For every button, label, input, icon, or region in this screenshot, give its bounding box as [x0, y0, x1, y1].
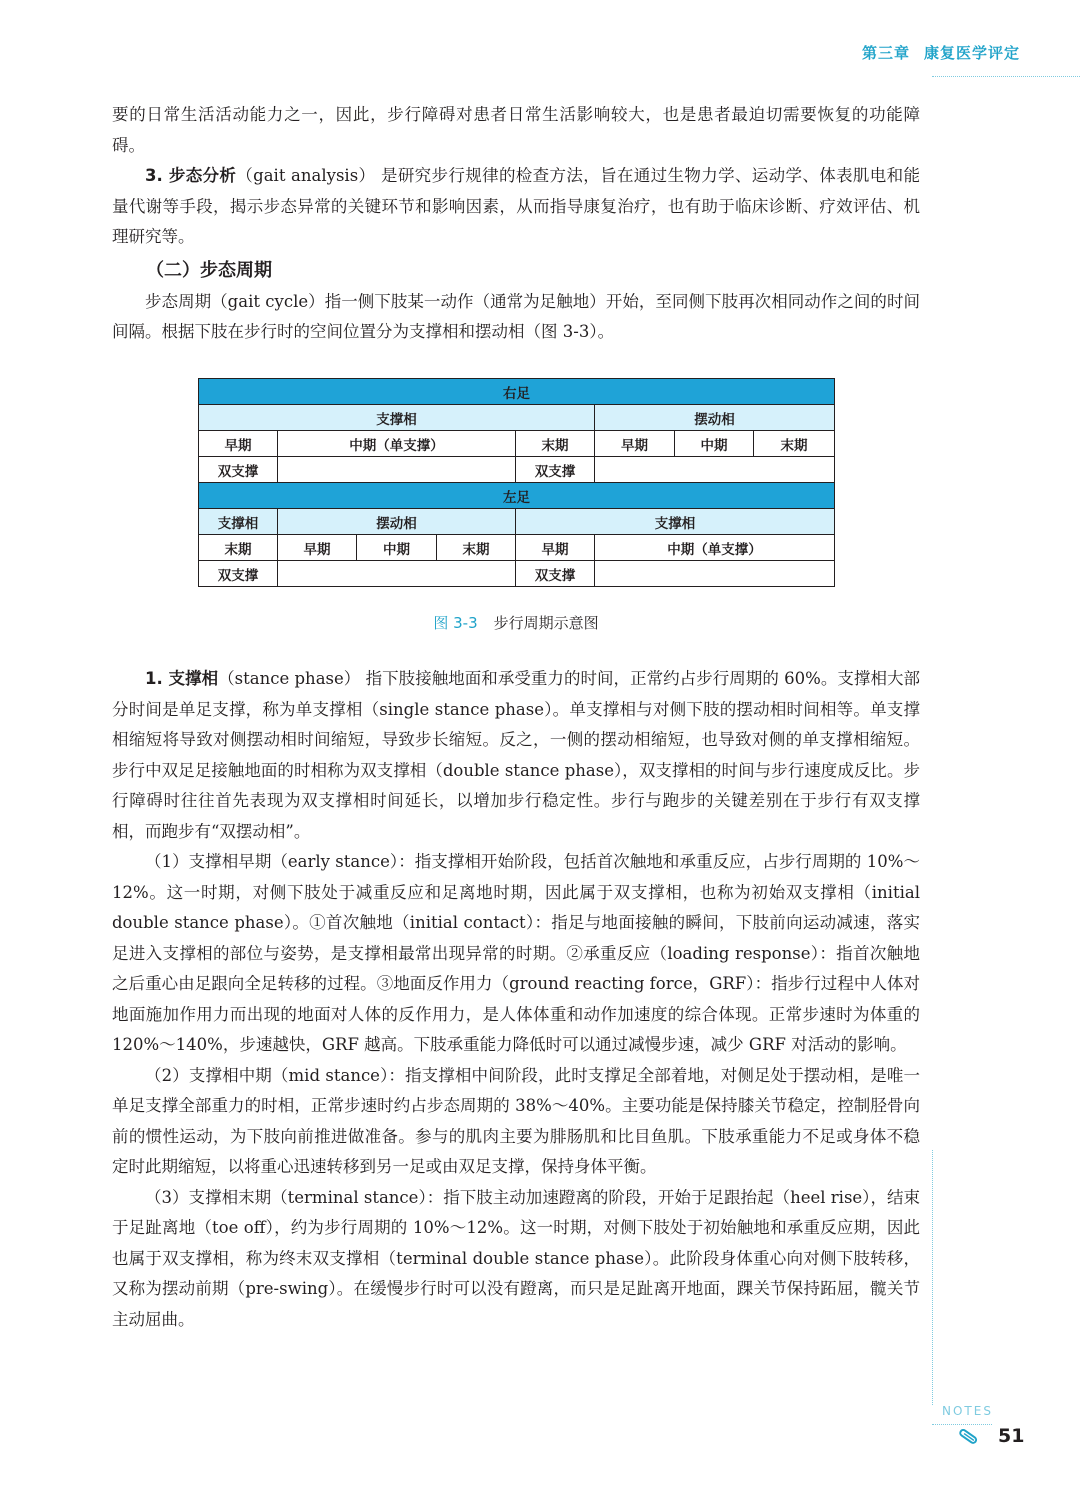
- paragraph: 步态周期（gait cycle）指一侧下肢某一动作（通常为足触地）开始，至同侧下肢再次相同动作之间的时间间隔。根据下肢在步行时的空间位置分为支撑相和摆动相（图 3-3）。: [112, 291, 920, 341]
- gait-cycle-table: [198, 378, 835, 587]
- cell-empty: [278, 457, 516, 483]
- left-stance-phase: 支撑相: [199, 509, 278, 535]
- paragraph: 要的日常生活活动能力之一，因此，步行障碍对患者日常生活影响较大，也是患者最迫切需要恢复的功能障碍。: [112, 105, 920, 155]
- notes-divider: [932, 1424, 992, 1425]
- right-foot-header: 右足: [199, 379, 835, 405]
- section-heading: 1. 支撑相: [145, 669, 219, 688]
- right-stance-phase: 支撑相: [199, 405, 595, 431]
- header-divider: [932, 76, 1080, 77]
- figure-number: 图 3-3: [433, 614, 478, 632]
- page-body: [112, 100, 920, 348]
- cell-empty: [595, 561, 835, 587]
- left-foot-header: 左足: [199, 483, 835, 509]
- right-swing-phase: 摆动相: [595, 405, 835, 431]
- cell-early: 早期: [278, 535, 357, 561]
- left-swing-phase: 摆动相: [278, 509, 516, 535]
- cell-double-support: 双支撑: [516, 457, 595, 483]
- figure-caption: [107, 612, 925, 633]
- cell-late: 末期: [199, 535, 278, 561]
- cell-empty: [595, 457, 835, 483]
- notes-label: NOTES: [942, 1404, 993, 1418]
- gait-cycle-figure: [198, 378, 834, 632]
- subsection-heading: （二）步态周期: [146, 259, 272, 281]
- running-header: [862, 42, 1020, 63]
- page-body-lower: [112, 664, 920, 1335]
- cell-late: 末期: [516, 431, 595, 457]
- cell-late: 末期: [754, 431, 835, 457]
- paragraph: [112, 664, 920, 847]
- cell-mid-single: 中期（单支撑）: [595, 535, 835, 561]
- section-heading: 3. 步态分析: [145, 166, 237, 185]
- paragraph: （1）支撑相早期（early stance）：指支撑相开始阶段，包括首次触地和承重反应，占步行周期的 10%～12%。这一时期，对侧下肢处于减重反应和足离地时期，因此属于双支撑相，也称为初始双支撑相（initial double stance phase）。①首次触地（initial contact）：指足与地面接触的瞬间，下肢前向运动减速，落实足进入支撑相的部位与姿势，是支撑相最常出现异常的时期。②承重反应（loading response）：指首次触地之后重心由足跟向全足转移的过程。③地面反作用力（ground reacting force，GRF）：指步行过程中人体对地面施加作用力而出现的地面对人体的反作用力，是人体体重和动作加速度的综合体现。正常步速时为体重的 120%～140%，步速越快，GRF 越高。下肢承重能力降低时可以通过减慢步速，减少 GRF 对活动的影响。: [112, 852, 920, 1054]
- paragraph: [112, 161, 920, 253]
- pencil-icon: [956, 1426, 982, 1448]
- paragraph-text: （gait analysis） 是研究步行规律的检查方法，旨在通过生物力学、运动学、体表肌电和能量代谢等手段，揭示步态异常的关键环节和影响因素，从而指导康复治疗，也有助于临床诊断、疗效评估、机理研究等。: [112, 166, 920, 246]
- cell-double-support: 双支撑: [199, 457, 278, 483]
- figure-title: 步行周期示意图: [493, 614, 599, 632]
- chapter-title: 康复医学评定: [923, 44, 1020, 62]
- cell-double-support: 双支撑: [516, 561, 595, 587]
- cell-double-support: 双支撑: [199, 561, 278, 587]
- chapter-label: 第三章: [861, 44, 910, 62]
- cell-mid: 中期: [675, 431, 754, 457]
- margin-divider: [932, 1150, 933, 1405]
- paragraph: （3）支撑相末期（terminal stance）：指下肢主动加速蹬离的阶段，开始于足跟抬起（heel rise），结束于足趾离地（toe off），约为步行周期的 10%～12%。这一时期，对侧下肢处于初始触地和承重反应期，因此也属于双支撑相，称为终末双支撑相（terminal double stance phase）。此阶段身体重心向对侧下肢转移，又称为摆动前期（pre-swing）。在缓慢步行时可以没有蹬离，而只是足趾离开地面，踝关节保持跖屈，髋关节主动屈曲。: [112, 1187, 920, 1329]
- cell-mid: 中期: [357, 535, 437, 561]
- page-number: 51: [998, 1425, 1025, 1447]
- cell-early: 早期: [516, 535, 595, 561]
- left-stance-phase: 支撑相: [516, 509, 835, 535]
- cell-late: 末期: [437, 535, 516, 561]
- paragraph-text: （stance phase） 指下肢接触地面和承受重力的时间，正常约占步行周期的 60%。支撑相大部分时间是单足支撑，称为单支撑相（single stance phase）。单支撑相与对侧下肢的摆动相时间相等。单支撑相缩短将导致对侧摆动相时间缩短，导致步长缩短。反之，一侧的摆动相缩短，也导致对侧的单支撑相缩短。步行中双足足接触地面的时相称为双支撑相（double stance phase），双支撑相的时间与步行速度成反比。步行障碍时往往首先表现为双支撑相时间延长，以增加步行稳定性。步行与跑步的关键差别在于步行有双支撑相，而跑步有“双摆动相”。: [112, 669, 921, 841]
- cell-early: 早期: [199, 431, 278, 457]
- cell-mid-single: 中期（单支撑）: [278, 431, 516, 457]
- cell-empty: [278, 561, 516, 587]
- cell-early: 早期: [595, 431, 675, 457]
- paragraph: （2）支撑相中期（mid stance）：指支撑相中间阶段，此时支撑足全部着地，对侧足处于摆动相，是唯一单足支撑全部重力的时相，正常步速时约占步态周期的 38%～40%。主要功能是保持膝关节稳定，控制胫骨向前的惯性运动，为下肢向前推进做准备。参与的肌肉主要为腓肠肌和比目鱼肌。下肢承重能力不足或身体不稳定时此期缩短，以将重心迅速转移到另一足或由双足支撑，保持身体平衡。: [112, 1065, 920, 1176]
